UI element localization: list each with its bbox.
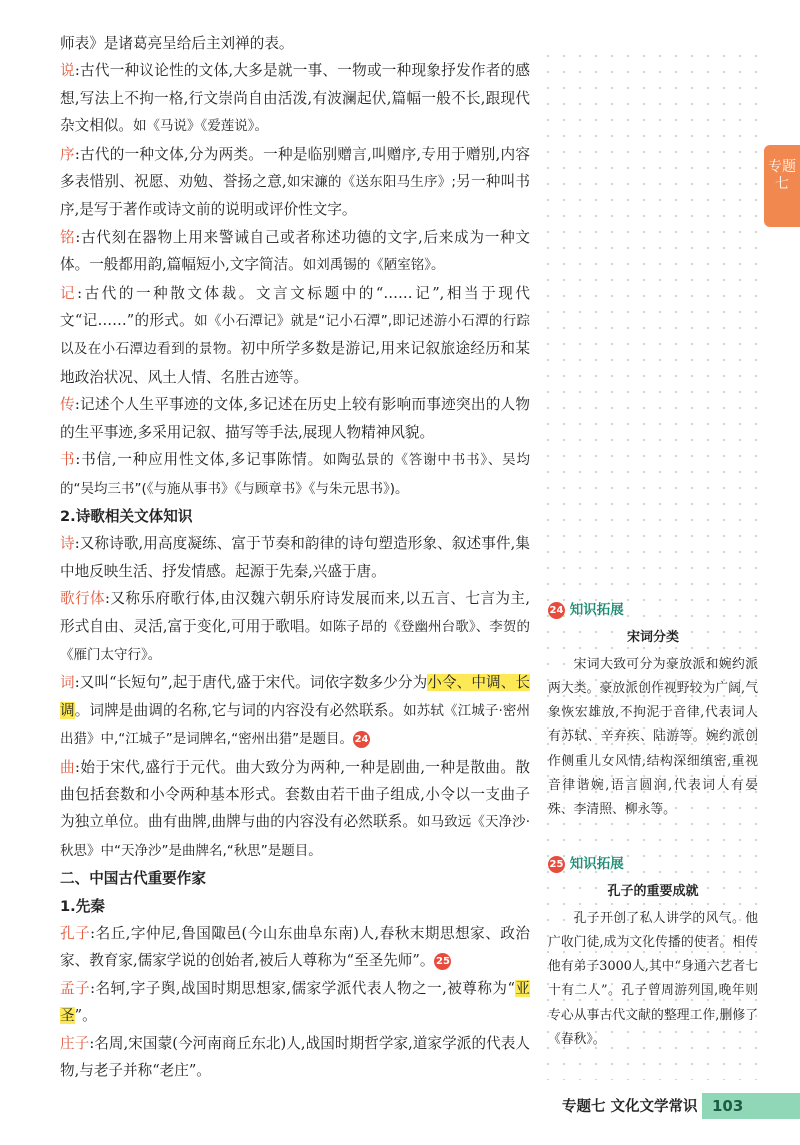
paragraph-shuo <box>60 57 530 140</box>
page-number: 103 <box>712 1097 744 1115</box>
paragraph-shi <box>60 530 530 585</box>
text: :又称诗歌,用高度凝练、富于节奏和韵律的诗句塑造形象、叙述事件,集中地反映生活、抒发情感。起源于先秦,兴盛于唐。 <box>60 535 530 580</box>
text: :古代的一种文体,分为两类。一种是临别赠言,叫赠序,专用于赠别,内容多表惜别、祝愿、劝勉、誉扬之意, <box>60 145 530 191</box>
term-kongzi: 孔子 <box>60 925 91 942</box>
term-shuo: 说 <box>60 62 75 80</box>
text: :名丘,字仲尼,鲁国陬邑(今山东曲阜东南)人,春秋末期思想家、政治家、教育家,儒家学说的创始者,被后人尊称为“至圣先师”。 <box>60 925 530 970</box>
knowledge-box-header <box>548 852 758 876</box>
text: 师表》是诸葛亮呈给后主刘禅的表。 <box>60 35 294 52</box>
note-badge-25: 25 <box>434 953 451 970</box>
text: :古代的一种散文体裁。文言文标题中的“……记”,相当于现代文“记……”的形式。 <box>60 284 530 330</box>
paragraph-kongzi <box>60 920 530 975</box>
note-badge-24: 24 <box>353 731 370 748</box>
knowledge-box-title: 孔子的重要成就 <box>607 884 699 900</box>
text: :名周,宋国蒙(今河南商丘东北)人,战国时期哲学家,道家学派的代表人物,与老子并称“老庄”。 <box>60 1034 530 1080</box>
footer-chapter-label: 专题七 文化文学常识 <box>562 1099 698 1115</box>
paragraph-ji <box>60 280 530 392</box>
paragraph-ci <box>60 669 530 753</box>
term-xu: 序 <box>60 145 75 163</box>
term-ci: 词 <box>60 674 75 692</box>
term-gexingti: 歌行体 <box>60 590 105 608</box>
example: 如《小石潭记》就是“记小石潭”,即记述游小石潭的行踪以及在小石潭边看到的景物。 <box>60 313 530 358</box>
highlight: 亚圣 <box>60 979 530 1025</box>
example: 如马致远《天净沙·秋思》中“天净沙”是曲牌名,“秋思”是题目。 <box>60 814 530 859</box>
term-mengzi: 孟子 <box>60 979 91 997</box>
example: 如陶弘景的《答谢中书书》、吴均的“吴均三书”(《与施从事书》《与顾章书》《与朱元思书》)。 <box>60 452 530 497</box>
chapter-tab <box>764 145 800 227</box>
term-qu: 曲 <box>60 758 75 776</box>
text: 初中所学多数是游记,用来记叙旅途经历和某地政治状况、风土人情、名胜古迹等。 <box>60 340 530 386</box>
knowledge-box-label: 知识拓展 <box>569 856 624 872</box>
section-heading-poetry: 2.诗歌相关文体知识 <box>60 507 193 525</box>
text: :古代一种议论性的文体,大多是就一事、一物或一种现象抒发作者的感想,写法上不拘一格,行文崇尚自由活泼,有波澜起伏,篇幅一般不长,跟现代杂文相似。 <box>60 62 530 135</box>
knowledge-box-25 <box>548 852 758 1052</box>
chapter-tab-label-2: 七 <box>775 176 789 192</box>
paragraph-zhuan <box>60 391 530 446</box>
chapter-tab-label-1: 专题 <box>768 159 796 175</box>
text: :古代刻在器物上用来警诫自己或者称述功德的文字,后来成为一种文体。一般都用韵,篇幅短小,文字简洁。 <box>60 228 530 274</box>
term-ming: 铭 <box>60 228 76 246</box>
paragraph-shu <box>60 446 530 503</box>
note-badge-24: 24 <box>548 602 565 619</box>
knowledge-box-title: 宋词分类 <box>626 630 679 646</box>
section-heading-writers: 二、中国古代重要作家 <box>60 870 206 888</box>
text: :书信,一种应用性文体,多记事陈情。 <box>75 451 323 469</box>
paragraph-mengzi <box>60 975 530 1030</box>
term-ji: 记 <box>60 284 78 302</box>
example: 如《马说》《爱莲说》。 <box>132 118 268 135</box>
knowledge-box-header <box>548 598 758 622</box>
paragraph-shibiao <box>60 30 530 57</box>
paragraph-qu <box>60 754 530 866</box>
knowledge-box-24 <box>548 598 758 823</box>
main-text <box>60 30 530 1084</box>
knowledge-box-label: 知识拓展 <box>569 602 624 618</box>
text: :又称乐府歌行体,由汉魏六朝乐府诗发展而来,以五言、七言为主,形式自由、灵活,富于变化,可用于歌唱。 <box>60 590 530 635</box>
paragraph-gexingti <box>60 585 530 669</box>
knowledge-box-text: 孔子开创了私人讲学的风气。他广收门徒,成为文化传播的使者。相传他有弟子3000人,其中“身通六艺者七十有二人”。孔子曾周游列国,晚年则专心从事古代文献的整理工作,删修了《春秋》。 <box>548 910 758 1048</box>
text: ”。 <box>74 1007 97 1025</box>
paragraph-xu <box>60 141 530 224</box>
text: :又叫“长短句”,起于唐代,盛于宋代。词依字数多少分为 <box>74 674 428 692</box>
term-shu: 书 <box>60 451 76 469</box>
example: 如宋濂的《送东阳马生序》; <box>286 174 456 191</box>
note-badge-25: 25 <box>548 856 565 873</box>
term-zhuangzi: 庄子 <box>60 1034 90 1052</box>
term-zhuan: 传 <box>60 396 75 414</box>
paragraph-zhuangzi <box>60 1030 530 1085</box>
text: :始于宋代,盛行于元代。曲大致分为两种,一种是剧曲,一种是散曲。散曲包括套数和小令两种基本形式。套数由若干曲子组成,小令以一支曲子为独立单位。曲有曲牌,曲牌与曲的内容没有必然联系。 <box>60 758 530 831</box>
paragraph-ming <box>60 224 530 280</box>
text: :记述个人生平事迹的文体,多记述在历史上较有影响而事迹突出的人物的生平事迹,多采用记叙、描写等手法,展现人物精神风貌。 <box>60 396 530 441</box>
section-heading-xianqin: 1.先秦 <box>60 897 105 915</box>
example: 如刘禹锡的《陋室铭》。 <box>302 257 445 274</box>
highlight: 小令、中调、长调 <box>60 674 530 719</box>
text: 。词牌是曲调的名称,它与词的内容没有必然联系。 <box>74 701 404 719</box>
text: :名轲,字子舆,战国时期思想家,儒家学派代表人物之一,被尊称为“ <box>90 979 515 997</box>
knowledge-box-text: 宋词大致可分为豪放派和婉约派两大类。豪放派创作视野较为广阔,气象恢宏雄放,不拘泥于音律,代表词人有苏轼、辛弃疾、陆游等。婉约派创作侧重儿女风情,结构深细缜密,重视音律谐婉,语言圆润,代表词人有晏殊、李清照、柳永等。 <box>548 656 758 818</box>
example: 如陈子昂的《登幽州台歌》、李贺的《雁门太守行》。 <box>60 618 531 663</box>
text: 另一种叫书序,是写于著作或诗文前的说明或评价性文字。 <box>60 173 530 219</box>
term-shi: 诗 <box>60 535 75 553</box>
example: 如苏轼《江城子·密州出猎》中,“江城子”是词牌名,“密州出猎”是题目。 <box>60 702 530 748</box>
